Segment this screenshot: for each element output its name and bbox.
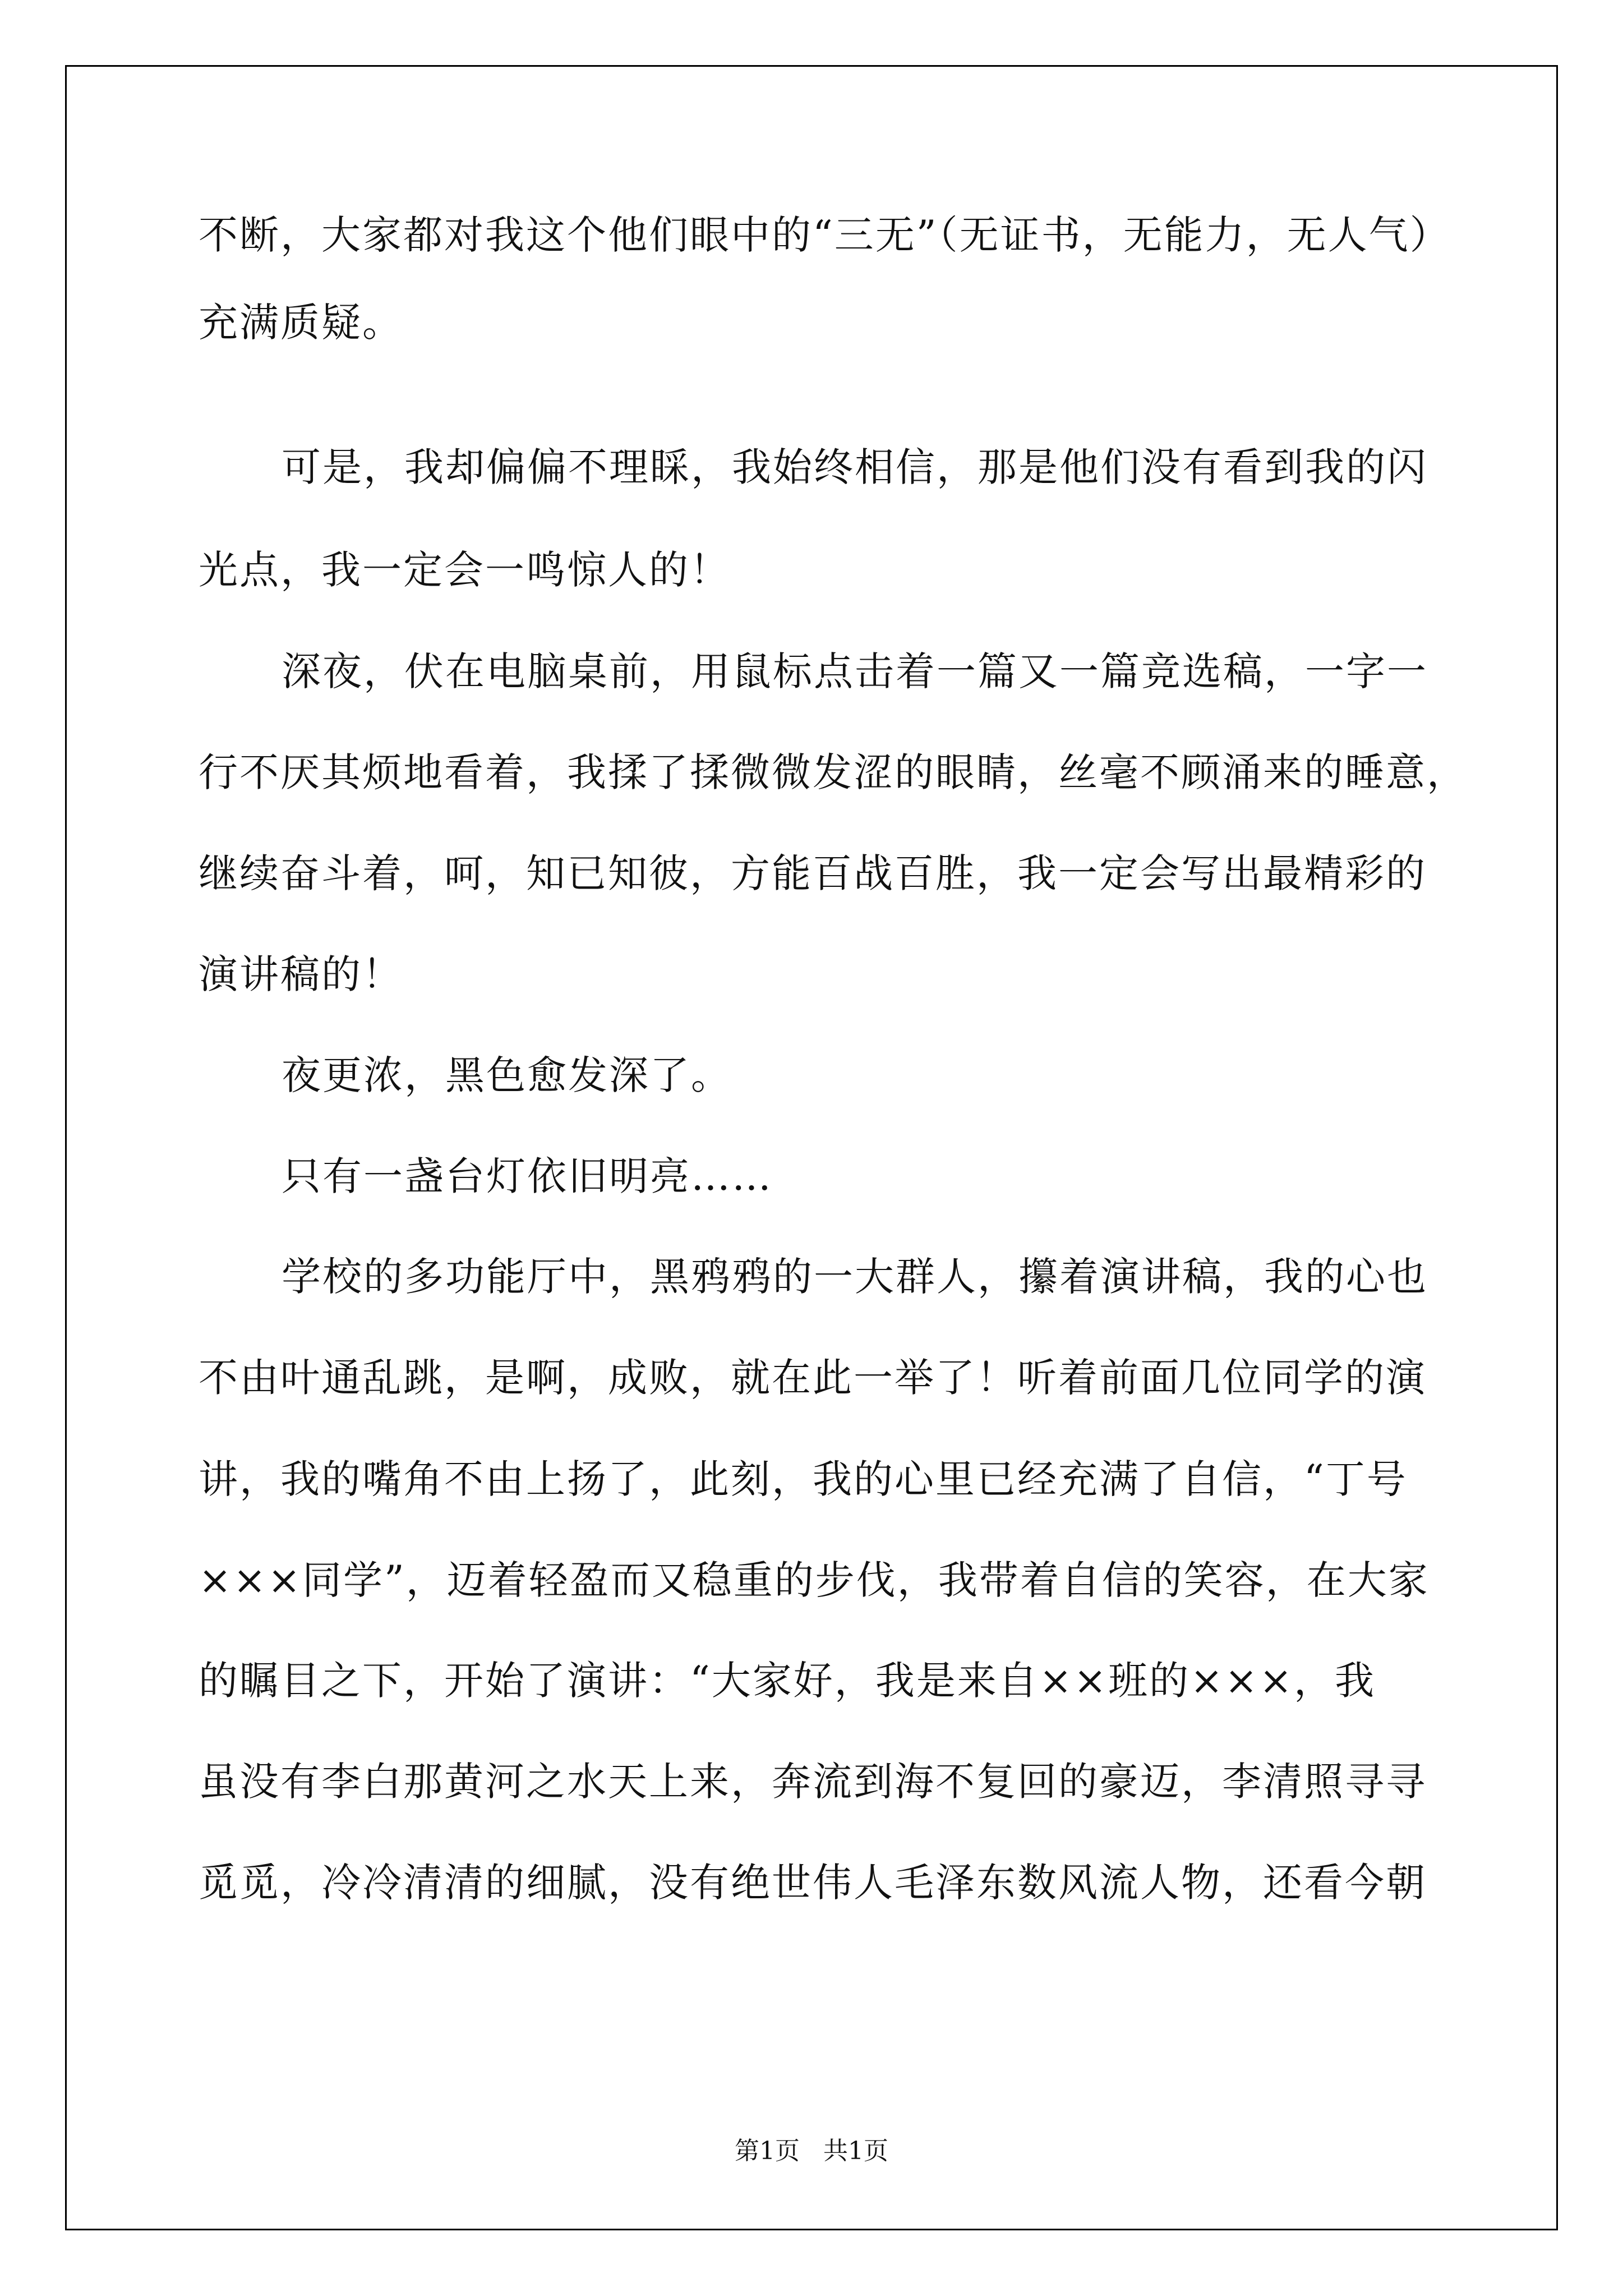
text-line: ×××同学”，迈着轻盈而又稳重的步伐，我带着自信的笑容，在大家: [199, 1557, 1430, 1603]
text-line: 讲，我的嘴角不由上扬了，此刻，我的心里已经充满了自信，“丁号: [199, 1456, 1408, 1502]
paragraph-start-line: 深夜，伏在电脑桌前，用鼠标点击着一篇又一篇竞选稿，一字一: [282, 648, 1428, 694]
paragraph-start-line: 学校的多功能厅中，黑鸦鸦的一大群人，攥着演讲稿，我的心也: [282, 1254, 1428, 1300]
text-line: 继续奋斗着，呵，知已知彼，方能百战百胜，我一定会写出最精彩的: [199, 850, 1427, 896]
paragraph-start-line: 只有一盏台灯依旧明亮……: [282, 1153, 773, 1199]
text-line: 不断，大家都对我这个他们眼中的“三无”（无证书，无能力，无人气）: [199, 212, 1451, 258]
text-line: 觅觅，冷冷清清的细腻，没有绝世伟人毛泽东数风流人物，还看今朝: [199, 1860, 1427, 1906]
page-number: 第1页 共1页: [735, 2137, 888, 2165]
text-line: 的瞩目之下，开始了演讲：“大家好，我是来自××班的×××，我: [199, 1658, 1376, 1704]
text-line: 行不厌其烦地看着，我揉了揉微微发涩的眼睛，丝毫不顾涌来的睡意，: [199, 749, 1468, 795]
text-line: 光点，我一定会一鸣惊人的！: [199, 547, 731, 593]
text-line: 不由叶通乱跳，是啊，成败，就在此一举了！听着前面几位同学的演: [199, 1355, 1427, 1401]
text-line: 虽没有李白那黄河之水天上来，奔流到海不复回的豪迈，李清照寻寻: [199, 1759, 1427, 1805]
text-line: 充满质疑。: [199, 300, 403, 346]
paragraph-start-line: 夜更浓，黑色愈发深了。: [282, 1052, 732, 1098]
text-line: 演讲稿的！: [199, 951, 403, 997]
paragraph-start-line: 可是，我却偏偏不理睬，我始终相信，那是他们没有看到我的闪: [282, 444, 1428, 490]
